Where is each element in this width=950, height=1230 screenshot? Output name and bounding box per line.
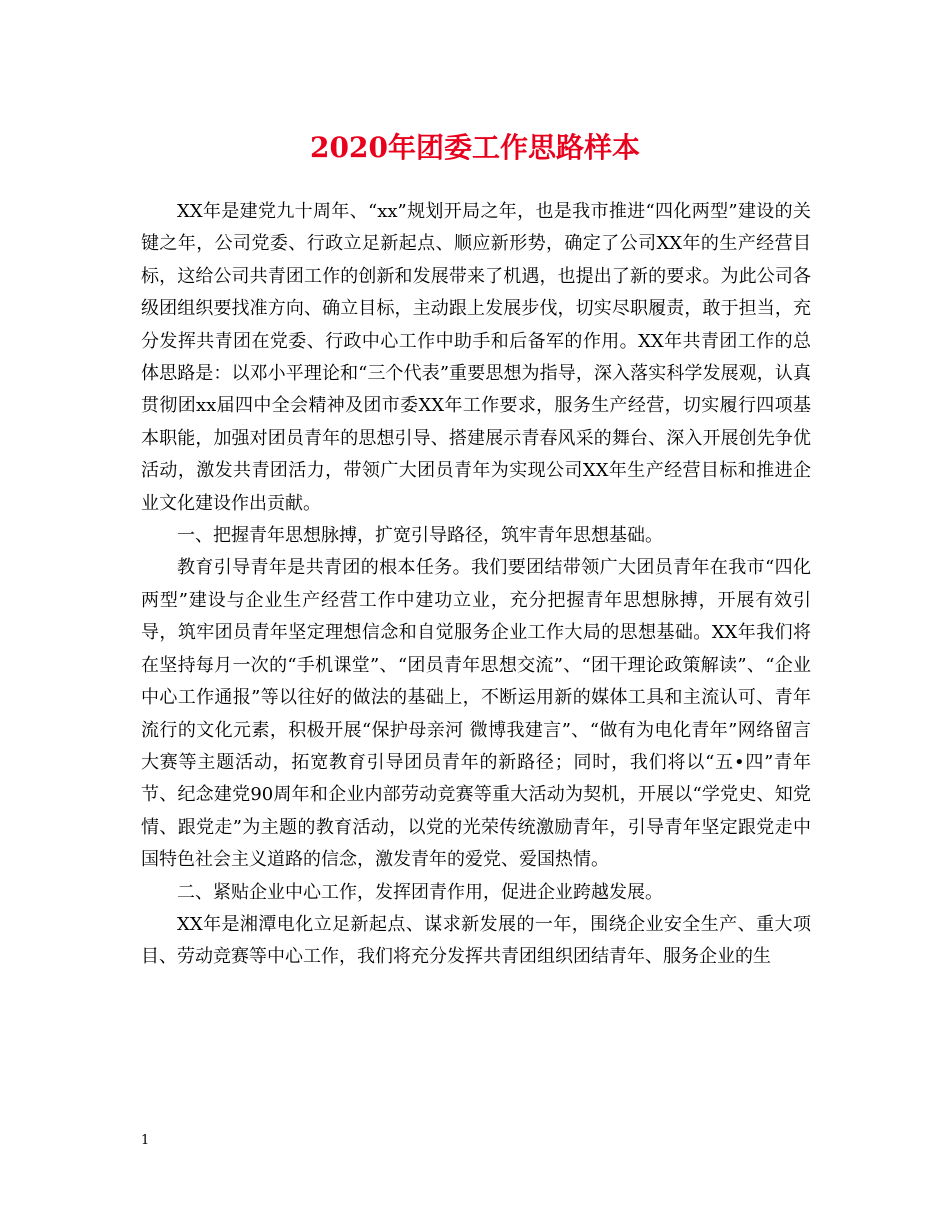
paragraph-intro: XX年是建党九十周年、“xx”规划开局之年，也是我市推进“四化两型”建设的关键之年，公司党委、行政立足新起点、顺应新形势，确定了公司XX年的生产经营目标，这给公司共青团工作的创新和发展带来了机遇，也提出了新的要求。为此公司各级团组织要找准方向、确立目标，主动跟上发展步伐，切实尽职履责，敢于担当，充分发挥共青团在党委、行政中心工作中助手和后备军的作用。XX年共青团工作的总体思路是：以邓小平理论和“三个代表”重要思想为指导，深入落实科学发展观，认真贯彻团xx届四中全会精神及团市委XX年工作要求，服务生产经营，切实履行四项基本职能，加强对团员青年的思想引导、搭建展示青春风采的舞台、深入开展创先争优活动，激发共青团活力，带领广大团员青年为实现公司XX年生产经营目标和推进企业文化建设作出贡献。 (141, 201, 811, 514)
paragraph-section-1: 教育引导青年是共青团的根本任务。我们要团结带领广大团员青年在我市“四化两型”建设与企业生产经营工作中建功立业，充分把握青年思想脉搏，开展有效引导，筑牢团员青年坚定理想信念和自觉服务企业工作大局的思想基础。XX年我们将在坚持每月一次的“手机课堂”、“团员青年思想交流”、“团干理论政策解读”、“企业中心工作通报”等以往好的做法的基础上，不断运用新的媒体工具和主流认可、青年流行的文化元素，积极开展“保护母亲河 微博我建言”、“做有为电化青年”网络留言大赛等主题活动，拓宽教育引导团员青年的新路径；同时，我们将以“五•四”青年节、纪念建党90周年和企业内部劳动竞赛等重大活动为契机，开展以“学党史、知党情、跟党走”为主题的教育活动，以党的光荣传统激励青年，引导青年坚定跟党走中国特色社会主义道路的信念，激发青年的爱党、爱国热情。 (141, 557, 811, 871)
section-heading-1: 一、把握青年思想脉搏，扩宽引导路径，筑牢青年思想基础。 (177, 525, 663, 547)
document-title: 2020年团委工作思路样本 (310, 131, 640, 164)
document-body (141, 196, 811, 974)
paragraph-section-2: XX年是湘潭电化立足新起点、谋求新发展的一年，围绕企业安全生产、重大项目、劳动竞赛等中心工作，我们将充分发挥共青团组织团结青年、服务企业的生 (141, 913, 811, 968)
section-heading-2: 二、紧贴企业中心工作，发挥团青作用，促进企业跨越发展。 (177, 881, 663, 903)
page-number: 1 (141, 1133, 150, 1148)
